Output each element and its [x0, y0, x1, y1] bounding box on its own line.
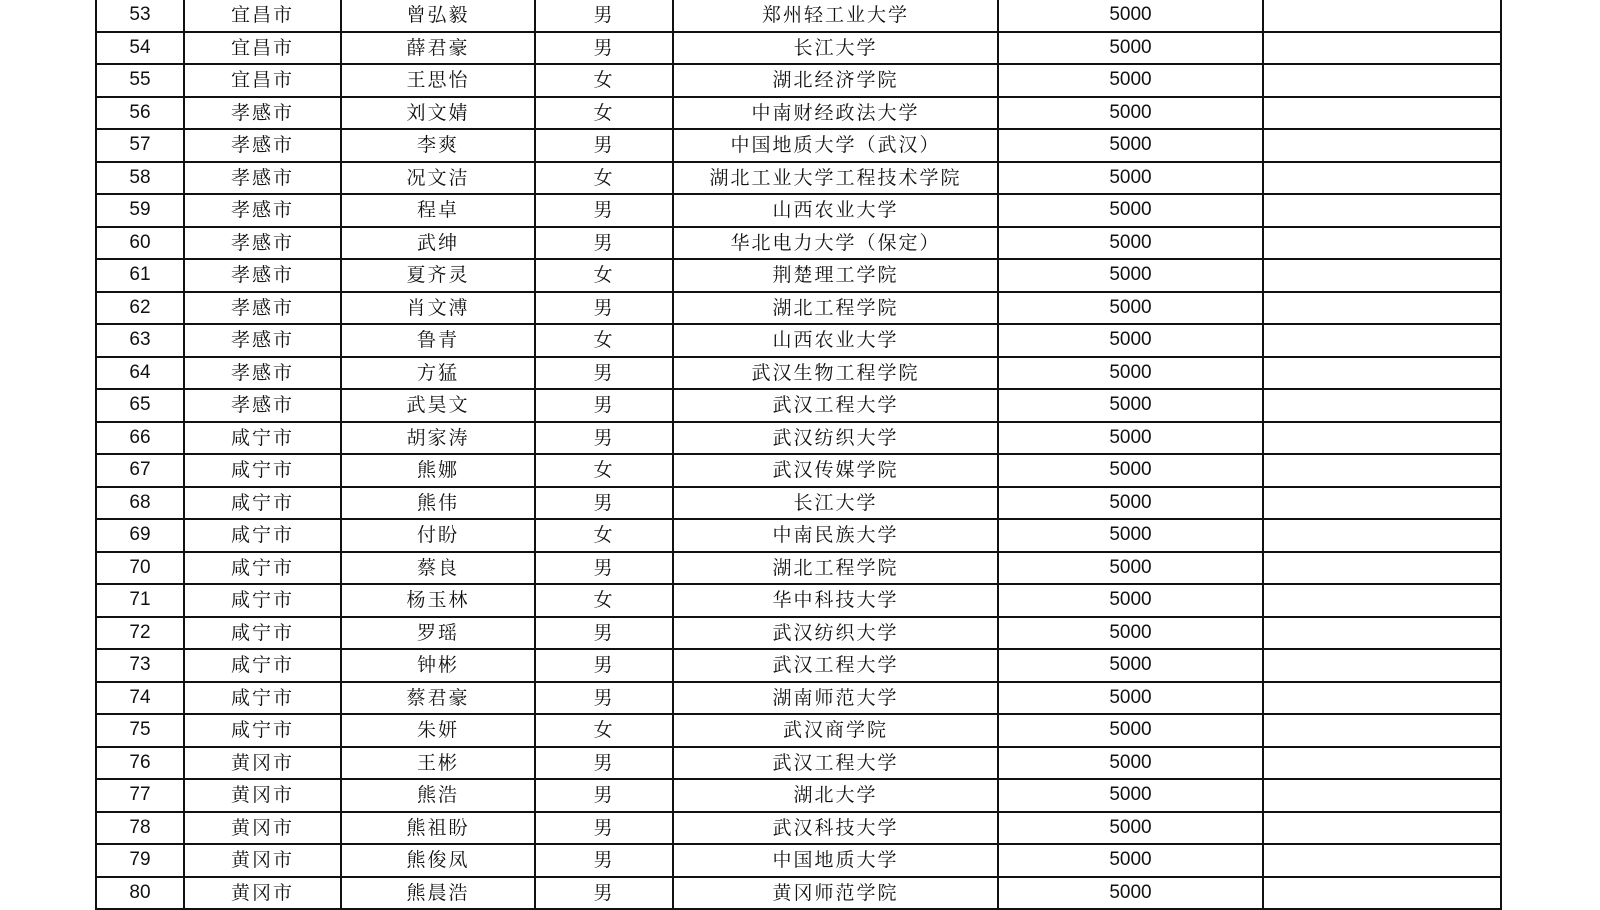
amount-cell: 5000 [998, 292, 1263, 325]
gender-cell: 女 [535, 714, 673, 747]
serial-number-cell: 57 [96, 129, 184, 162]
gender-cell: 男 [535, 812, 673, 845]
table-row [96, 844, 1501, 877]
serial-number-cell: 70 [96, 552, 184, 585]
city-cell: 黄冈市 [184, 779, 341, 812]
serial-number-cell: 73 [96, 649, 184, 682]
school-cell: 武汉纺织大学 [673, 422, 998, 455]
table-row [96, 389, 1501, 422]
city-cell: 咸宁市 [184, 584, 341, 617]
city-cell: 孝感市 [184, 324, 341, 357]
amount-cell: 5000 [998, 422, 1263, 455]
city-cell: 孝感市 [184, 389, 341, 422]
city-cell: 咸宁市 [184, 454, 341, 487]
city-cell: 孝感市 [184, 97, 341, 130]
gender-cell: 男 [535, 32, 673, 65]
table-row [96, 32, 1501, 65]
remark-cell [1263, 584, 1501, 617]
school-cell: 武汉科技大学 [673, 812, 998, 845]
table-row [96, 324, 1501, 357]
remark-cell [1263, 747, 1501, 780]
amount-cell: 5000 [998, 584, 1263, 617]
student-name-cell: 刘文婧 [341, 97, 535, 130]
gender-cell: 男 [535, 747, 673, 780]
gender-cell: 男 [535, 487, 673, 520]
serial-number-cell: 75 [96, 714, 184, 747]
gender-cell: 女 [535, 519, 673, 552]
city-cell: 黄冈市 [184, 812, 341, 845]
gender-cell: 男 [535, 227, 673, 260]
table-row [96, 422, 1501, 455]
school-cell: 华中科技大学 [673, 584, 998, 617]
gender-cell: 男 [535, 844, 673, 877]
amount-cell: 5000 [998, 324, 1263, 357]
school-cell: 武汉工程大学 [673, 389, 998, 422]
table-row [96, 714, 1501, 747]
remark-cell [1263, 552, 1501, 585]
school-cell: 郑州轻工业大学 [673, 0, 998, 32]
table-row [96, 584, 1501, 617]
city-cell: 孝感市 [184, 129, 341, 162]
student-name-cell: 熊祖盼 [341, 812, 535, 845]
amount-cell: 5000 [998, 519, 1263, 552]
student-name-cell: 方猛 [341, 357, 535, 390]
city-cell: 咸宁市 [184, 682, 341, 715]
amount-cell: 5000 [998, 97, 1263, 130]
school-cell: 湖北工业大学工程技术学院 [673, 162, 998, 195]
remark-cell [1263, 714, 1501, 747]
serial-number-cell: 60 [96, 227, 184, 260]
city-cell: 咸宁市 [184, 649, 341, 682]
city-cell: 咸宁市 [184, 617, 341, 650]
student-name-cell: 熊晨浩 [341, 877, 535, 910]
gender-cell: 男 [535, 292, 673, 325]
serial-number-cell: 67 [96, 454, 184, 487]
school-cell: 长江大学 [673, 487, 998, 520]
remark-cell [1263, 0, 1501, 32]
recipient-table-body [96, 0, 1501, 909]
serial-number-cell: 66 [96, 422, 184, 455]
city-cell: 宜昌市 [184, 32, 341, 65]
gender-cell: 男 [535, 389, 673, 422]
serial-number-cell: 69 [96, 519, 184, 552]
school-cell: 武汉生物工程学院 [673, 357, 998, 390]
school-cell: 中国地质大学（武汉） [673, 129, 998, 162]
remark-cell [1263, 877, 1501, 910]
student-name-cell: 王思怡 [341, 64, 535, 97]
school-cell: 山西农业大学 [673, 194, 998, 227]
table-row [96, 64, 1501, 97]
amount-cell: 5000 [998, 877, 1263, 910]
table-row [96, 357, 1501, 390]
school-cell: 长江大学 [673, 32, 998, 65]
school-cell: 武汉商学院 [673, 714, 998, 747]
serial-number-cell: 56 [96, 97, 184, 130]
remark-cell [1263, 194, 1501, 227]
city-cell: 孝感市 [184, 357, 341, 390]
serial-number-cell: 64 [96, 357, 184, 390]
table-row [96, 129, 1501, 162]
student-name-cell: 夏齐灵 [341, 259, 535, 292]
serial-number-cell: 61 [96, 259, 184, 292]
remark-cell [1263, 812, 1501, 845]
remark-cell [1263, 227, 1501, 260]
school-cell: 湖北大学 [673, 779, 998, 812]
amount-cell: 5000 [998, 0, 1263, 32]
student-name-cell: 熊娜 [341, 454, 535, 487]
gender-cell: 男 [535, 129, 673, 162]
amount-cell: 5000 [998, 649, 1263, 682]
amount-cell: 5000 [998, 617, 1263, 650]
gender-cell: 女 [535, 162, 673, 195]
gender-cell: 男 [535, 422, 673, 455]
serial-number-cell: 79 [96, 844, 184, 877]
amount-cell: 5000 [998, 32, 1263, 65]
remark-cell [1263, 454, 1501, 487]
student-name-cell: 蔡君豪 [341, 682, 535, 715]
student-name-cell: 鲁青 [341, 324, 535, 357]
school-cell: 湖北工程学院 [673, 552, 998, 585]
school-cell: 中南财经政法大学 [673, 97, 998, 130]
gender-cell: 男 [535, 779, 673, 812]
serial-number-cell: 80 [96, 877, 184, 910]
serial-number-cell: 62 [96, 292, 184, 325]
city-cell: 孝感市 [184, 162, 341, 195]
serial-number-cell: 77 [96, 779, 184, 812]
table-row [96, 649, 1501, 682]
school-cell: 湖北经济学院 [673, 64, 998, 97]
remark-cell [1263, 32, 1501, 65]
serial-number-cell: 54 [96, 32, 184, 65]
remark-cell [1263, 324, 1501, 357]
school-cell: 华北电力大学（保定） [673, 227, 998, 260]
city-cell: 孝感市 [184, 227, 341, 260]
gender-cell: 男 [535, 682, 673, 715]
student-name-cell: 熊伟 [341, 487, 535, 520]
remark-cell [1263, 129, 1501, 162]
serial-number-cell: 74 [96, 682, 184, 715]
amount-cell: 5000 [998, 682, 1263, 715]
remark-cell [1263, 844, 1501, 877]
student-name-cell: 胡家涛 [341, 422, 535, 455]
student-name-cell: 熊浩 [341, 779, 535, 812]
gender-cell: 男 [535, 877, 673, 910]
school-cell: 武汉传媒学院 [673, 454, 998, 487]
amount-cell: 5000 [998, 454, 1263, 487]
table-row [96, 682, 1501, 715]
serial-number-cell: 55 [96, 64, 184, 97]
student-name-cell: 肖文溥 [341, 292, 535, 325]
table-row [96, 519, 1501, 552]
student-name-cell: 熊俊凤 [341, 844, 535, 877]
remark-cell [1263, 779, 1501, 812]
table-row [96, 97, 1501, 130]
student-name-cell: 曾弘毅 [341, 0, 535, 32]
student-name-cell: 罗瑶 [341, 617, 535, 650]
school-cell: 黄冈师范学院 [673, 877, 998, 910]
student-name-cell: 蔡良 [341, 552, 535, 585]
amount-cell: 5000 [998, 129, 1263, 162]
serial-number-cell: 78 [96, 812, 184, 845]
remark-cell [1263, 519, 1501, 552]
school-cell: 武汉纺织大学 [673, 617, 998, 650]
table-row [96, 747, 1501, 780]
table-row [96, 812, 1501, 845]
student-name-cell: 李爽 [341, 129, 535, 162]
serial-number-cell: 65 [96, 389, 184, 422]
amount-cell: 5000 [998, 194, 1263, 227]
table-row [96, 162, 1501, 195]
amount-cell: 5000 [998, 389, 1263, 422]
city-cell: 孝感市 [184, 194, 341, 227]
gender-cell: 男 [535, 552, 673, 585]
amount-cell: 5000 [998, 64, 1263, 97]
gender-cell: 女 [535, 324, 673, 357]
city-cell: 咸宁市 [184, 552, 341, 585]
school-cell: 武汉工程大学 [673, 747, 998, 780]
table-row [96, 779, 1501, 812]
serial-number-cell: 59 [96, 194, 184, 227]
serial-number-cell: 71 [96, 584, 184, 617]
table-row [96, 617, 1501, 650]
student-name-cell: 杨玉林 [341, 584, 535, 617]
student-name-cell: 程卓 [341, 194, 535, 227]
amount-cell: 5000 [998, 812, 1263, 845]
amount-cell: 5000 [998, 487, 1263, 520]
gender-cell: 女 [535, 259, 673, 292]
amount-cell: 5000 [998, 714, 1263, 747]
amount-cell: 5000 [998, 779, 1263, 812]
table-row [96, 292, 1501, 325]
serial-number-cell: 68 [96, 487, 184, 520]
student-name-cell: 付盼 [341, 519, 535, 552]
gender-cell: 女 [535, 64, 673, 97]
remark-cell [1263, 422, 1501, 455]
city-cell: 咸宁市 [184, 487, 341, 520]
school-cell: 湖北工程学院 [673, 292, 998, 325]
serial-number-cell: 58 [96, 162, 184, 195]
remark-cell [1263, 487, 1501, 520]
amount-cell: 5000 [998, 259, 1263, 292]
city-cell: 咸宁市 [184, 519, 341, 552]
school-cell: 武汉工程大学 [673, 649, 998, 682]
city-cell: 咸宁市 [184, 714, 341, 747]
remark-cell [1263, 64, 1501, 97]
amount-cell: 5000 [998, 227, 1263, 260]
city-cell: 孝感市 [184, 259, 341, 292]
table-row [96, 0, 1501, 32]
table-row [96, 552, 1501, 585]
remark-cell [1263, 357, 1501, 390]
remark-cell [1263, 97, 1501, 130]
student-name-cell: 钟彬 [341, 649, 535, 682]
gender-cell: 男 [535, 649, 673, 682]
city-cell: 黄冈市 [184, 747, 341, 780]
student-name-cell: 况文洁 [341, 162, 535, 195]
remark-cell [1263, 389, 1501, 422]
amount-cell: 5000 [998, 844, 1263, 877]
table-row [96, 454, 1501, 487]
school-cell: 中南民族大学 [673, 519, 998, 552]
recipient-table [95, 0, 1502, 910]
city-cell: 孝感市 [184, 292, 341, 325]
remark-cell [1263, 162, 1501, 195]
student-name-cell: 王彬 [341, 747, 535, 780]
gender-cell: 男 [535, 0, 673, 32]
serial-number-cell: 76 [96, 747, 184, 780]
table-row [96, 487, 1501, 520]
gender-cell: 女 [535, 97, 673, 130]
table-row [96, 194, 1501, 227]
serial-number-cell: 63 [96, 324, 184, 357]
amount-cell: 5000 [998, 747, 1263, 780]
remark-cell [1263, 292, 1501, 325]
student-name-cell: 朱妍 [341, 714, 535, 747]
amount-cell: 5000 [998, 357, 1263, 390]
gender-cell: 男 [535, 617, 673, 650]
school-cell: 山西农业大学 [673, 324, 998, 357]
school-cell: 荆楚理工学院 [673, 259, 998, 292]
student-name-cell: 武绅 [341, 227, 535, 260]
gender-cell: 女 [535, 584, 673, 617]
gender-cell: 男 [535, 357, 673, 390]
amount-cell: 5000 [998, 162, 1263, 195]
remark-cell [1263, 259, 1501, 292]
remark-cell [1263, 617, 1501, 650]
student-name-cell: 薛君豪 [341, 32, 535, 65]
table-row [96, 227, 1501, 260]
city-cell: 咸宁市 [184, 422, 341, 455]
city-cell: 宜昌市 [184, 0, 341, 32]
amount-cell: 5000 [998, 552, 1263, 585]
remark-cell [1263, 649, 1501, 682]
school-cell: 中国地质大学 [673, 844, 998, 877]
school-cell: 湖南师范大学 [673, 682, 998, 715]
serial-number-cell: 53 [96, 0, 184, 32]
student-name-cell: 武昊文 [341, 389, 535, 422]
table-row [96, 259, 1501, 292]
table-row [96, 877, 1501, 910]
gender-cell: 女 [535, 454, 673, 487]
city-cell: 黄冈市 [184, 877, 341, 910]
city-cell: 黄冈市 [184, 844, 341, 877]
city-cell: 宜昌市 [184, 64, 341, 97]
gender-cell: 男 [535, 194, 673, 227]
serial-number-cell: 72 [96, 617, 184, 650]
remark-cell [1263, 682, 1501, 715]
